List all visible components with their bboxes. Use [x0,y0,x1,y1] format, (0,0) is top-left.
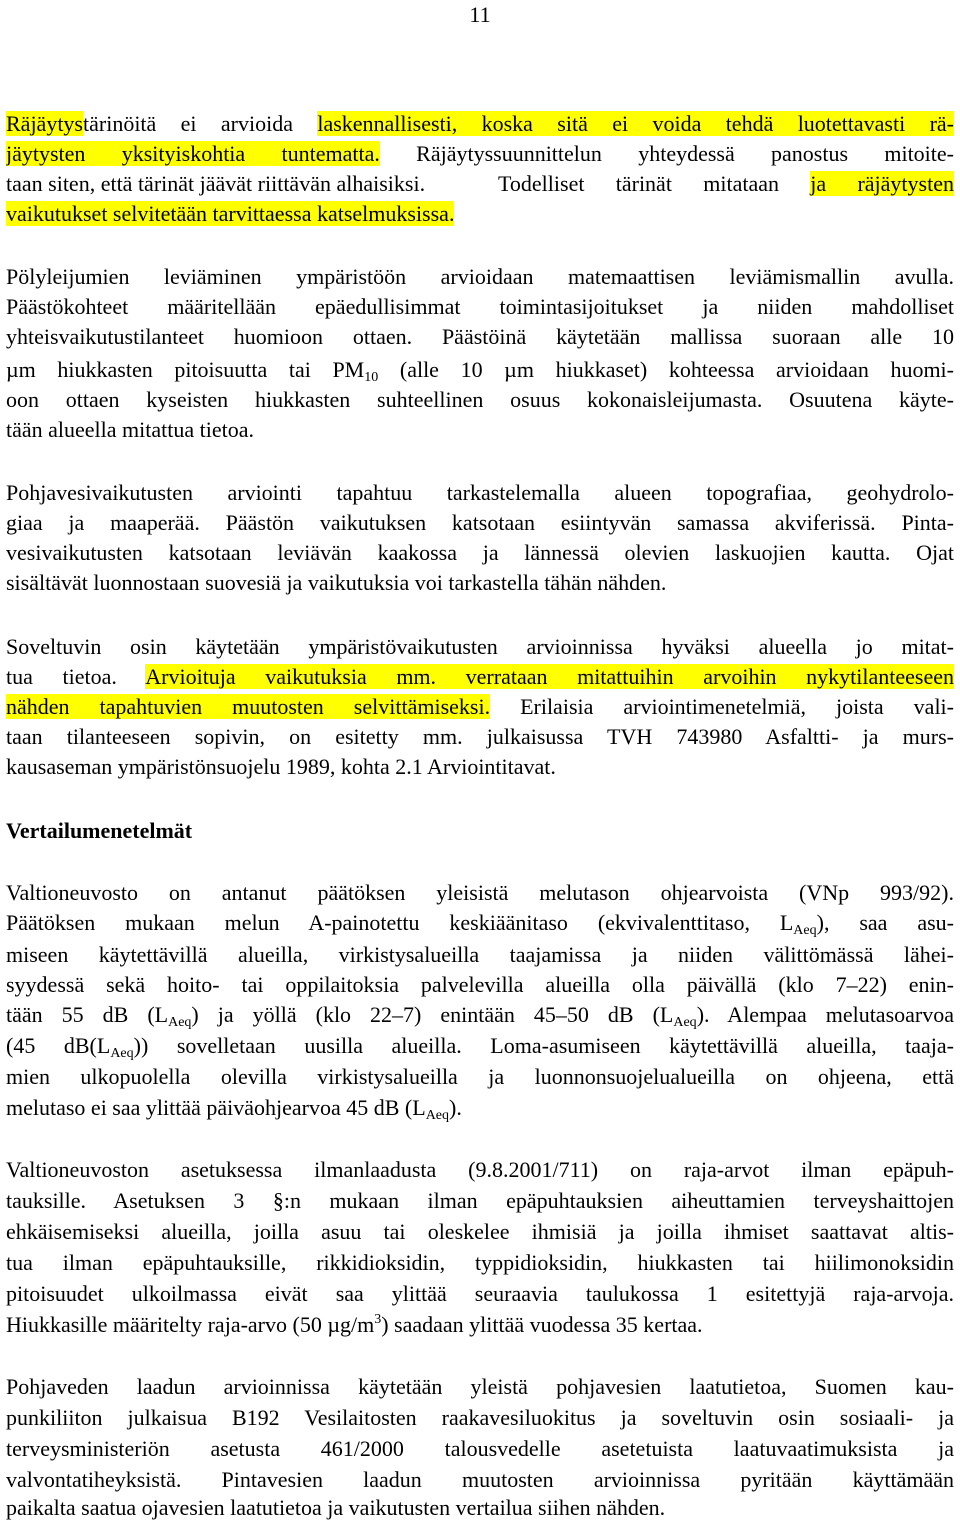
text-line: yhteisvaikutustilanteet huomioon ottaen. Päästöinä käytetään mallissa suoraan alle 10 [6,324,954,349]
text-line: punkiliiton julkaisua B192 Vesilaitosten raakavesiluokitus ja soveltuvin osin sosiaali- ja [6,1405,954,1430]
text-line: valvontatiheyksistä. Pintavesien laadun muutosten arvioinnissa pyritään käyttämään [6,1467,954,1492]
text-line: syydessä sekä hoito- tai oppilaitoksia palvelevilla alueilla olla päivällä (klo 7–22) enin- [6,972,954,997]
highlighted-text: nähden tapahtuvien muutosten selvittämiseksi. [6,694,491,719]
text-line [6,199,954,229]
text-line: terveysministeriön asetusta 461/2000 talousvedelle asetetuista laatuvaatimuksista ja [6,1436,954,1461]
text-line: taan tilanteeseen sopivin, on esitetty mm. julkaisussa TVH 743980 Asfaltti- ja murs- [6,724,954,749]
page-number: 11 [469,2,491,27]
highlighted-text: ja räjäytysten [810,171,954,196]
text-line: Soveltuvin osin käytetään ympäristövaikutusten arvioinnissa hyväksi alueella jo mitat- [6,634,954,659]
highlighted-text: Arvioituja vaikutuksia mm. verrataan mitattuihin arvoihin nykytilanteeseen [145,664,954,689]
text-line: mien ulkopuolella olevilla virkistysalueilla ja luonnonsuojelualueilla on ohjeena, että [6,1064,954,1089]
text-line: µm hiukkasten pitoisuutta tai $PM_{10}$ (alle 10 µm hiukkaset) kohteessa arvioidaan huomi- [6,357,954,385]
text-line: Päästökohteet määritellään epäedullisimmat toimintasijoitukset ja niiden mahdolliset [6,294,954,319]
text-line: paikalta saatua ojavesien laatutietoa ja vaikutusten vertailua siihen nähden. [6,1495,666,1520]
text-line: (45 $dB(L_{Aeq})$) sovelletaan uusilla alueilla. Loma-asumiseen käytettävillä alueilla, taaja- [6,1033,954,1061]
text-line: pitoisuudet ulkoilmassa eivät saa ylittää seuraavia taulukossa 1 esitettyjä raja-arvoja. [6,1281,954,1306]
text-line: melutaso ei saa ylittää päiväohjearvoa 45 dB $(L_{Aeq})$. [6,1095,462,1123]
highlighted-text: vaikutukset selvitetään tarvittaessa katselmuksissa. [6,201,455,226]
text-line: miseen käytettävillä alueilla, virkistysalueilla taajamissa ja niiden välittömässä lähei- [6,942,954,967]
text-line: kausaseman ympäristönsuojelu 1989, kohta 2.1 Arviointitavat. [6,754,556,779]
text-line: tua ilman epäpuhtauksille, rikkidioksidin, typpidioksidin, hiukkasten tai hiilimonoksidin [6,1250,954,1275]
highlighted-text: jäytysten yksityiskohtia tuntematta. [6,141,380,166]
text-line: Pohjaveden laadun arvioinnissa käytetään yleistä pohjavesien laatutietoa, Suomen kau- [6,1374,954,1399]
text-line: Räjäytystärinöitä ei arvioida laskennallisesti, koska sitä ei voida tehdä luotettavasti rä- [6,111,954,136]
section-heading: Vertailumenetelmät [6,818,193,843]
text-line: nähden tapahtuvien muutosten selvittämiseksi. Erilaisia arviointimenetelmiä, joista vali- [6,694,954,719]
text-line: Valtioneuvosto on antanut päätöksen yleisistä melutason ohjearvoista (VNp 993/92). [6,880,954,905]
text-line: ehkäisemiseksi alueilla, joilla asuu tai oleskelee ihmisiä ja joilla ihmiset saattavat altis- [6,1219,954,1244]
text-line: Päätöksen mukaan melun A-painotettu keskiäänitaso (ekvivalenttitaso, $L_{Aeq}$), saa asu- [6,910,954,938]
highlighted-text: Räjäytys [6,111,83,136]
text-line: Valtioneuvoston asetuksessa ilmanlaadusta (9.8.2001/711) on raja-arvot ilman epäpuh- [6,1157,954,1182]
text-line: Hiukkasille määritelty raja-arvo (50 $\mu g/m^3$) saadaan ylittää vuodessa 35 kertaa. [6,1312,703,1337]
text-line: oon ottaen kyseisten hiukkasten suhteellinen osuus kokonaisleijumasta. Osuutena käyte- [6,387,954,412]
text-line: tään alueella mitattua tietoa. [6,417,254,442]
highlighted-text: laskennallisesti, koska sitä ei voida tehdä luotettavasti rä- [317,111,954,136]
text-line: tauksille. Asetuksen 3 §:n mukaan ilman epäpuhtauksien aiheuttamien terveyshaittojen [6,1188,954,1213]
text-line: tua tietoa. Arvioituja vaikutuksia mm. verrataan mitattuihin arvoihin nykytilanteeseen [6,664,954,689]
text-line: vesivaikutusten katsotaan leviävän kaakossa ja lännessä olevien laskuojien kautta. Ojat [6,540,954,565]
text-line: Pohjavesivaikutusten arviointi tapahtuu tarkastelemalla alueen topografiaa, geohydrolo- [6,480,954,505]
text-line: Todelliset tärinät mitataan ja räjäytysten [498,171,954,196]
text-line: taan siten, että tärinät jäävät riittävän alhaisiksi. [6,171,426,196]
text-line: jäytysten yksityiskohtia tuntematta. Räjäytyssuunnittelun yhteydessä panostus mitoite- [6,141,954,166]
text-line: Pölyleijumien leviäminen ympäristöön arvioidaan matemaattisen leviämismallin avulla. [6,264,954,289]
text-line: giaa ja maaperää. Päästön vaikutuksen katsotaan esiintyvän samassa akviferissä. Pinta- [6,510,954,535]
text-line: sisältävät luonnostaan suovesiä ja vaikutuksia voi tarkastella tähän nähden. [6,570,667,595]
text-line: tään 55 dB $(L_{Aeq})$ ja yöllä (klo 22–7) enintään 45–50 dB $(L_{Aeq})$. Alempaa melutasoarvoa [6,1002,954,1030]
